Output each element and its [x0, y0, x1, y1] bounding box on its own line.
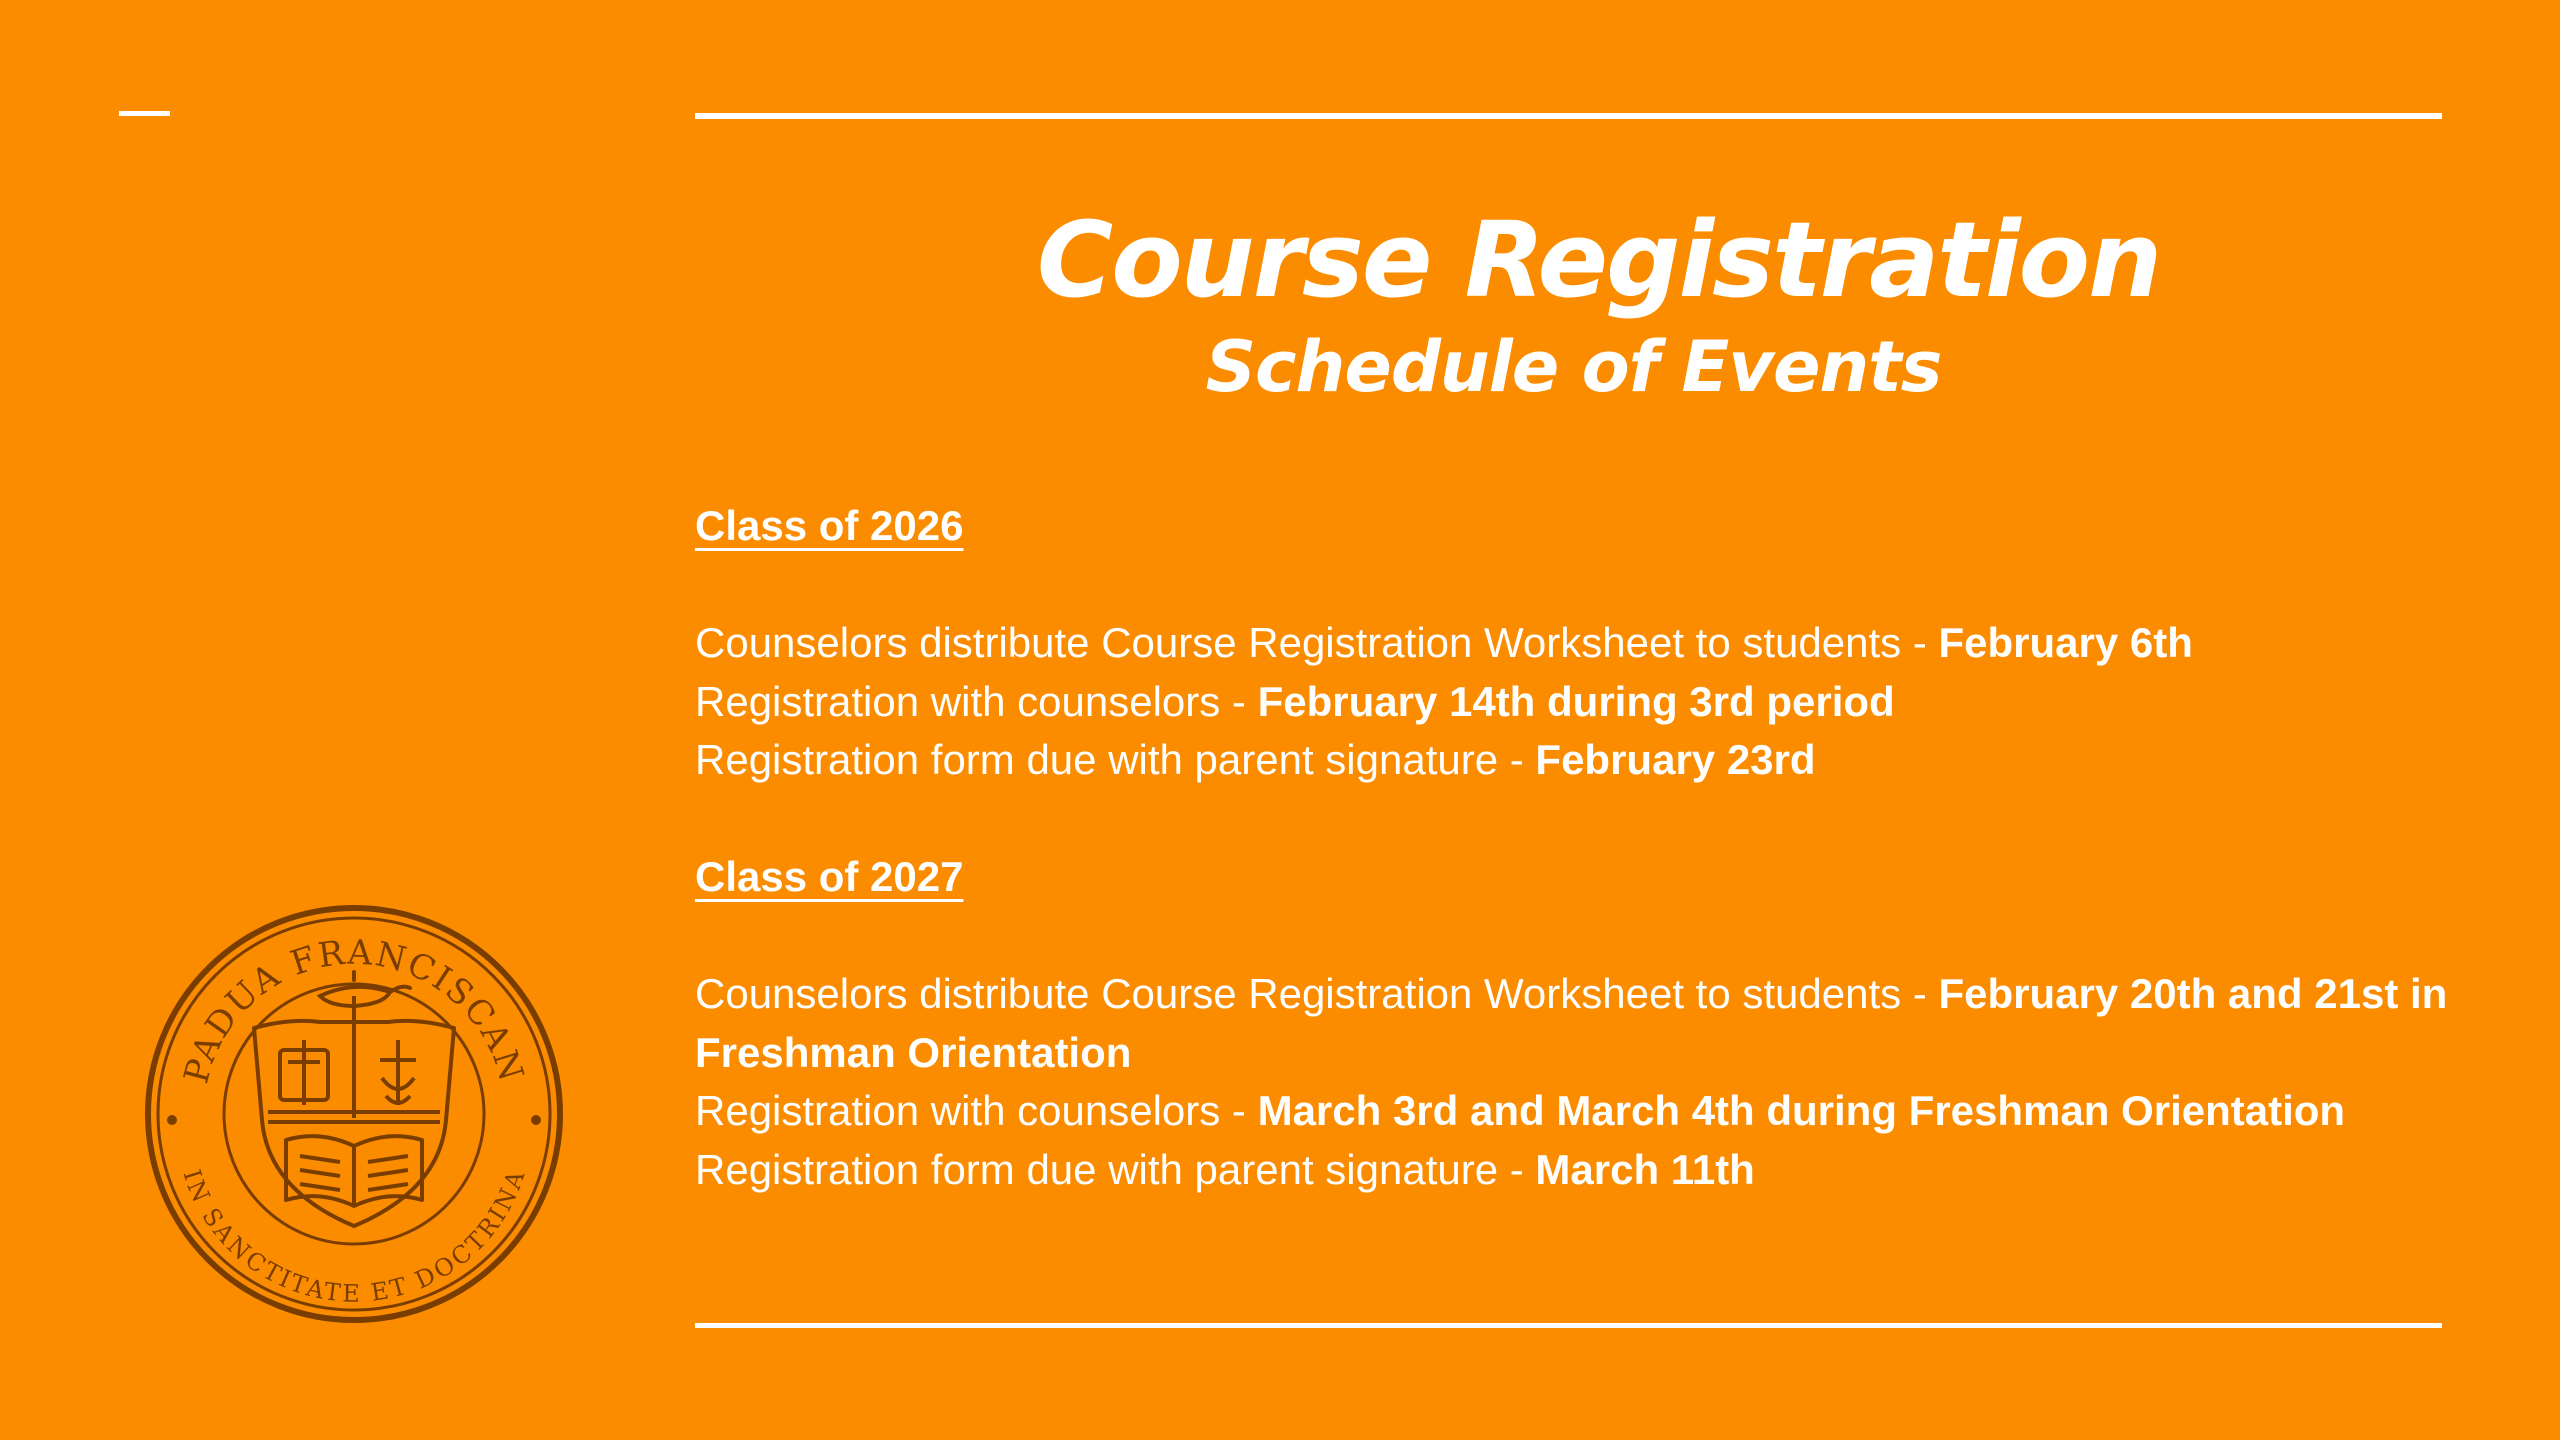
- event-separator: -: [1498, 736, 1536, 783]
- event-separator: -: [1901, 619, 1939, 666]
- class-heading-2026: Class of 2026: [695, 502, 964, 549]
- schedule: [695, 497, 2455, 1199]
- event-item: [695, 965, 2455, 1082]
- event-separator: -: [1220, 677, 1258, 725]
- title-block: [695, 185, 2442, 417]
- event-item: [695, 673, 2455, 732]
- event-date: February 23rd: [1535, 736, 1816, 783]
- spacer: [695, 556, 2455, 615]
- school-seal-icon: [140, 900, 568, 1328]
- event-separator: -: [1220, 1087, 1258, 1134]
- event-label: Registration form due with parent signature: [695, 1145, 1499, 1193]
- event-label: Registration with counselors: [695, 677, 1221, 725]
- top-rule: [695, 113, 2442, 119]
- event-separator: -: [1498, 1145, 1536, 1193]
- event-item: [695, 614, 2455, 673]
- page-title: Course Registration: [1036, 199, 2161, 321]
- seal-bottom-text: IN SANCTITATE ET DOCTRINA: [177, 1166, 531, 1308]
- class-heading-2027: Class of 2027: [695, 853, 964, 900]
- event-label: Registration form due with parent signature: [695, 736, 1499, 783]
- event-item: [695, 731, 2455, 790]
- event-date: February 14th during 3rd period: [1257, 677, 1895, 725]
- spacer: [695, 907, 2455, 966]
- event-date: February 20th and 21st in Freshman Orientation: [695, 970, 2448, 1076]
- seal-top-text: PADUA FRANCISCAN: [176, 932, 532, 1088]
- event-label: Counselors distribute Course Registration Worksheet to students: [695, 619, 1902, 666]
- event-date: March 11th: [1535, 1145, 1755, 1193]
- event-item: [695, 1082, 2455, 1141]
- bottom-rule: [695, 1323, 2442, 1328]
- event-item: [695, 1141, 2455, 1200]
- event-label: Counselors distribute Course Registration Worksheet to students: [695, 970, 1902, 1017]
- corner-dash: [119, 111, 170, 116]
- event-date: March 3rd and March 4th during Freshman Orientation: [1257, 1087, 2346, 1134]
- page-subtitle: Schedule of Events: [1205, 326, 1942, 408]
- event-separator: -: [1901, 970, 1939, 1017]
- event-label: Registration with counselors: [695, 1087, 1221, 1134]
- spacer: [695, 790, 2455, 849]
- event-date: February 6th: [1938, 619, 2193, 666]
